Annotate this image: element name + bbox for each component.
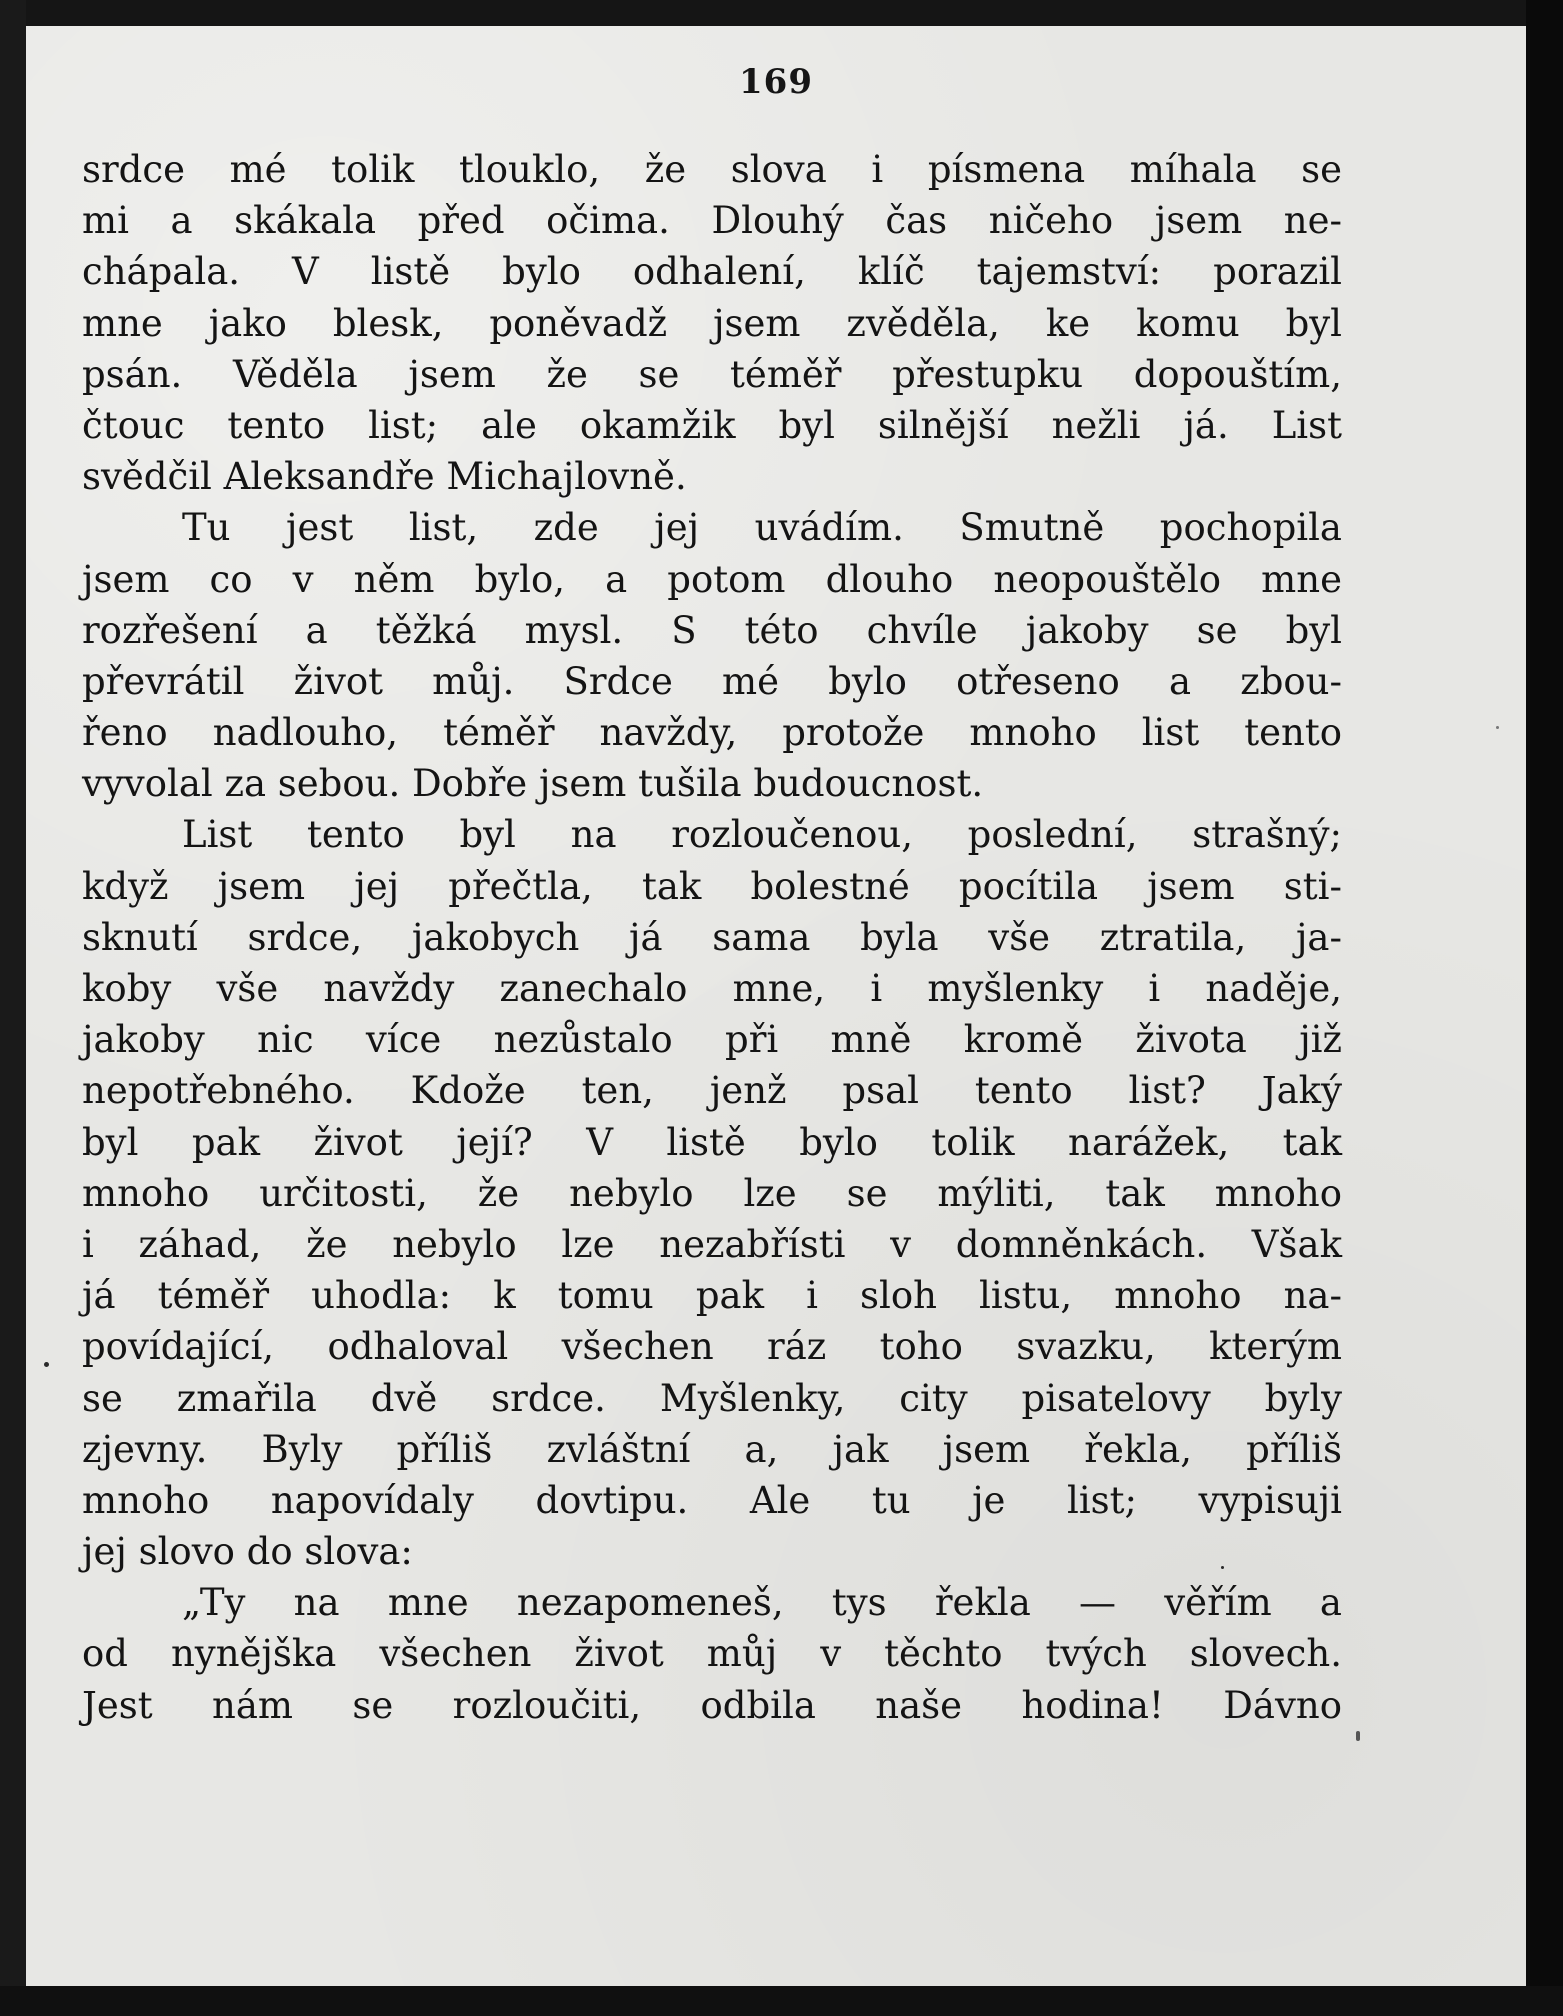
text-line: se zmařila dvě srdce. Myšlenky, city pisatelovy byly (82, 1376, 1342, 1420)
text-line: nepotřebného. Kdože ten, jenž psal tento list? Jaký (82, 1069, 1342, 1113)
text-line: já téměř uhodla: k tomu pak i sloh listu, mnoho na- (82, 1274, 1342, 1318)
text-line: svědčil Aleksandře Michajlovně. (82, 455, 687, 499)
scan-border-right (1526, 0, 1563, 2016)
scan-border-left (0, 0, 26, 2016)
text-line: jej slovo do slova: (82, 1530, 413, 1574)
scan-border-bottom (0, 1986, 1563, 2016)
text-line: jakoby nic více nezůstalo při mně kromě života již (82, 1018, 1342, 1062)
text-line: mne jako blesk, poněvadž jsem zvěděla, ke komu byl (82, 301, 1342, 345)
book-page (26, 26, 1526, 1986)
page-number: 169 (739, 62, 813, 102)
text-line: koby vše navždy zanechalo mne, i myšlenky i naděje, (82, 967, 1342, 1010)
text-line: „Ty na mne nezapomeneš, tys řekla — věřím a (182, 1581, 1342, 1625)
print-speck (44, 1362, 49, 1367)
text-line: řeno nadlouho, téměř navždy, protože mnoho list tento (82, 711, 1342, 755)
text-line: rozřešení a těžká mysl. S této chvíle jakoby se byl (82, 608, 1342, 652)
text-line: když jsem jej přečtla, tak bolestné pocítila jsem sti- (82, 864, 1342, 908)
text-line: mnoho napovídaly dovtipu. Ale tu je list; vypisuji (82, 1478, 1342, 1522)
print-speck (1356, 1731, 1360, 1741)
text-line: Jest nám se rozloučiti, odbila naše hodina! Dávno (82, 1683, 1342, 1727)
print-speck (1496, 726, 1499, 729)
text-line: srdce mé tolik tlouklo, že slova i písmena míhala se (82, 148, 1342, 191)
text-line: jsem co v něm bylo, a potom dlouho neopouštělo mne (82, 557, 1342, 601)
text-line: mi a skákala před očima. Dlouhý čas ničeho jsem ne- (82, 199, 1342, 243)
text-line: vyvolal za sebou. Dobře jsem tušila budoucnost. (82, 762, 984, 806)
scan-border-top (0, 0, 1563, 26)
text-line: i záhad, že nebylo lze nezabřísti v domněnkách. Však (82, 1222, 1342, 1266)
text-line: psán. Věděla jsem že se téměř přestupku dopouštím, (82, 352, 1342, 396)
text-line: mnoho určitosti, že nebylo lze se mýliti, tak mnoho (82, 1171, 1342, 1215)
text-line: sknutí srdce, jakobych já sama byla vše ztratila, ja- (82, 915, 1342, 959)
text-line: chápala. V listě bylo odhalení, klíč tajemství: porazil (82, 250, 1342, 294)
text-line: povídající, odhaloval všechen ráz toho svazku, kterým (82, 1325, 1342, 1369)
text-line: byl pak život její? V listě bylo tolik narážek, tak (82, 1120, 1342, 1164)
text-line: List tento byl na rozloučenou, poslední, strašný; (182, 813, 1342, 857)
print-speck (1221, 1566, 1224, 1569)
body-text (82, 144, 1342, 1731)
text-line: Tu jest list, zde jej uvádím. Smutně pochopila (182, 506, 1342, 550)
text-line: převrátil život můj. Srdce mé bylo otřeseno a zbou- (82, 659, 1342, 703)
text-line: zjevny. Byly příliš zvláštní a, jak jsem řekla, příliš (82, 1427, 1342, 1471)
text-line: od nynějška všechen život můj v těchto tvých slovech. (82, 1632, 1342, 1676)
text-line: čtouc tento list; ale okamžik byl silnější nežli já. List (82, 403, 1342, 447)
